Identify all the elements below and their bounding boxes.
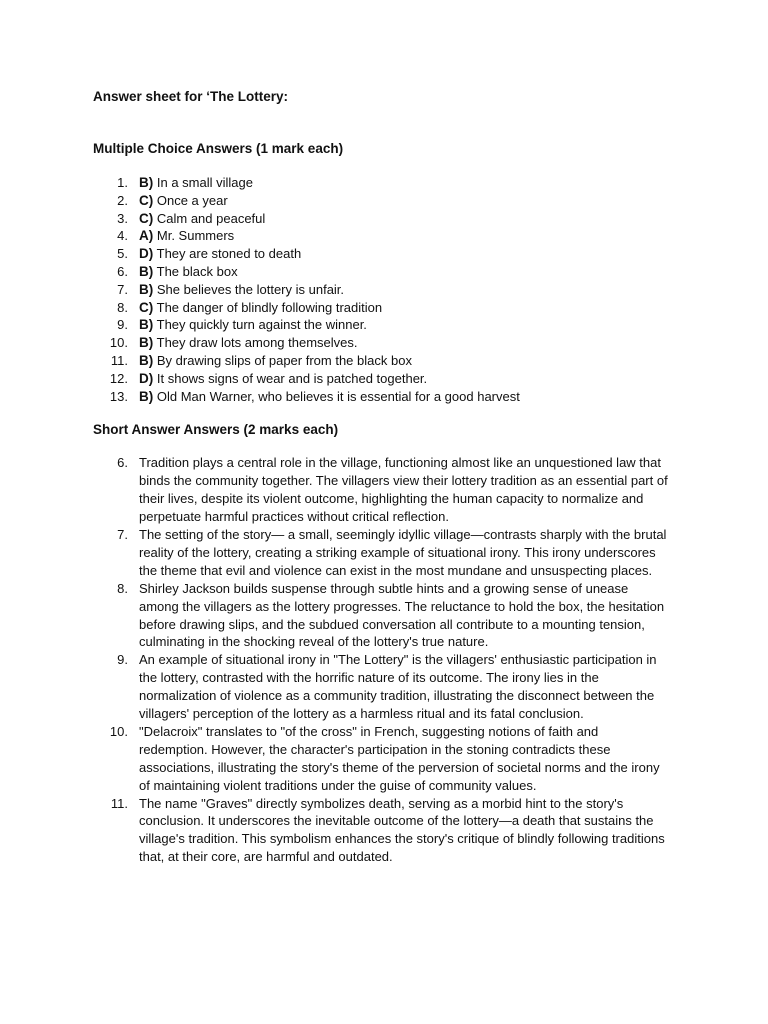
- item-number: 12.: [109, 370, 128, 386]
- answer-text: Tradition plays a central role in the village, functioning almost like an unquestioned law that binds the community together. The villagers view their lottery tradition as an essential part of their lives, despite its violent outcome, highlighting the human capacity to normalize and perpetuate harmful practices without critical reflection.: [139, 455, 668, 525]
- answer-letter: B): [139, 263, 154, 279]
- answer-letter: C): [139, 210, 154, 226]
- answer-text: By drawing slips of paper from the black box: [156, 352, 412, 368]
- item-number: 9.: [117, 652, 128, 668]
- answer-text: The black box: [156, 263, 238, 279]
- answer-text: Old Man Warner, who believes it is essential for a good harvest: [156, 388, 520, 404]
- answer-text: They are stoned to death: [156, 246, 302, 262]
- answer-text: They draw lots among themselves.: [156, 335, 358, 351]
- answer-text: The setting of the story— a small, seemingly idyllic village—contrasts sharply with the brutal reality of the lottery, creating a striking example of situational irony. This irony underscores the theme that evil and violence can exist in the most mundane and unsuspecting places.: [139, 526, 667, 578]
- item-number: 13.: [109, 388, 128, 404]
- answer-text: Once a year: [156, 192, 228, 208]
- document-title: Answer sheet for ‘The Lottery:: [93, 89, 289, 104]
- item-number: 6.: [117, 263, 128, 279]
- item-number: 11.: [110, 352, 128, 368]
- answer-letter: D): [139, 370, 154, 386]
- item-number: 2.: [117, 192, 128, 208]
- answer-letter: C): [139, 299, 154, 315]
- list-item: [93, 263, 668, 281]
- list-item: [93, 245, 668, 263]
- item-number: 1.: [117, 175, 128, 190]
- item-number: 8.: [117, 299, 128, 315]
- list-item: [93, 174, 668, 192]
- answer-letter: A): [139, 228, 154, 244]
- list-item: [93, 454, 668, 526]
- answer-text: She believes the lottery is unfair.: [156, 281, 345, 297]
- item-number: 10.: [109, 723, 128, 739]
- list-item: [93, 388, 668, 406]
- item-number: 8.: [117, 580, 128, 596]
- list-item: [93, 281, 668, 299]
- list-item: [93, 352, 668, 370]
- short-answer-list: [93, 454, 668, 866]
- answer-letter: B): [139, 281, 154, 297]
- list-item: [93, 370, 668, 388]
- multiple-choice-heading: Multiple Choice Answers (1 mark each): [93, 141, 344, 156]
- answer-letter: B): [139, 175, 154, 190]
- list-item: [93, 299, 668, 317]
- list-item: [93, 210, 668, 228]
- list-item: [93, 192, 668, 210]
- answer-text: The danger of blindly following tradition: [156, 299, 383, 315]
- answer-text: An example of situational irony in "The Lottery" is the villagers' enthusiastic participation in the lottery, contrasted with the horrific nature of its outcome. The irony lies in the normalization of violence as a community tradition, illustrating the disconnect between the villagers' perception of the lottery as a harmless ritual and its fatal conclusion.: [139, 652, 657, 722]
- item-number: 11.: [110, 795, 128, 811]
- answer-letter: D): [139, 246, 154, 262]
- answer-text: Calm and peaceful: [156, 210, 266, 226]
- answer-text: They quickly turn against the winner.: [156, 317, 367, 333]
- answer-text: The name "Graves" directly symbolizes death, serving as a morbid hint to the story's conclusion. It underscores the inevitable outcome of the lottery—a death that sustains the village's tradition. This symbolism enhances the story's critique of blindly following traditions that, at their core, are harmful and outdated.: [139, 795, 665, 865]
- answer-letter: B): [139, 352, 154, 368]
- multiple-choice-list: [93, 174, 668, 405]
- item-number: 7.: [117, 526, 128, 542]
- list-item: [93, 316, 668, 334]
- item-number: 7.: [117, 281, 128, 297]
- answer-text: "Delacroix" translates to "of the cross" in French, suggesting notions of faith and redemption. However, the character's participation in the stoning contradicts these associations, illustrating the story's theme of the perversion of societal norms and the irony of maintaining violent traditions under the guise of community values.: [139, 723, 660, 793]
- answer-text: It shows signs of wear and is patched together.: [156, 370, 428, 386]
- list-item: [93, 334, 668, 352]
- list-item: [93, 526, 668, 580]
- item-number: 10.: [109, 335, 128, 351]
- answer-letter: C): [139, 192, 154, 208]
- list-item: [93, 651, 668, 723]
- short-answer-heading: Short Answer Answers (2 marks each): [93, 422, 339, 438]
- answer-text: In a small village: [156, 175, 253, 190]
- answer-letter: B): [139, 335, 154, 351]
- list-item: [93, 227, 668, 245]
- item-number: 4.: [117, 228, 128, 244]
- item-number: 9.: [117, 317, 128, 333]
- list-item: [93, 795, 668, 867]
- item-number: 6.: [117, 455, 128, 471]
- item-number: 3.: [117, 210, 128, 226]
- list-item: [93, 723, 668, 795]
- item-number: 5.: [117, 246, 128, 262]
- answer-text: Mr. Summers: [156, 228, 235, 244]
- answer-text: Shirley Jackson builds suspense through subtle hints and a growing sense of unease among the villagers as the lottery progresses. The reluctance to hold the box, the hesitation before drawing slips, and the subdued conversation all contribute to a mounting tension, culminating in the shocking reveal of the lottery's true nature.: [139, 580, 665, 650]
- answer-letter: B): [139, 388, 154, 404]
- list-item: [93, 580, 668, 652]
- answer-letter: B): [139, 317, 154, 333]
